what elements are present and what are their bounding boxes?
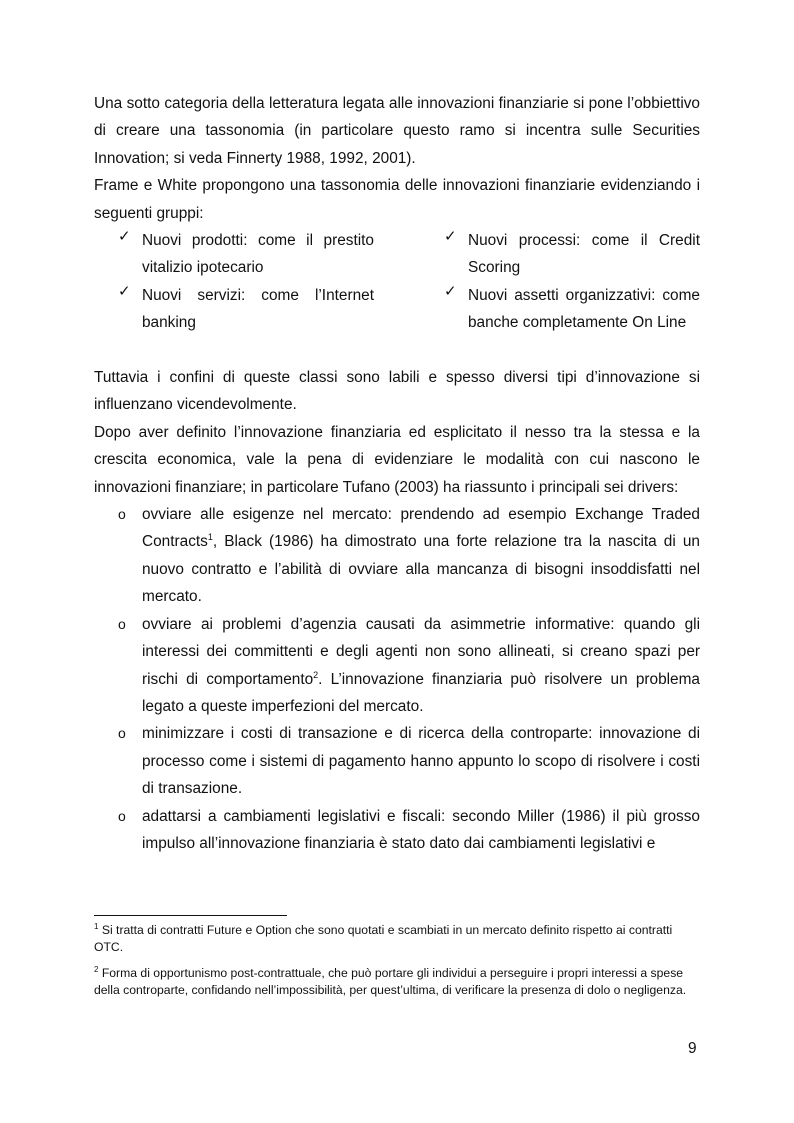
paragraph-frame-white: Frame e White propongono una tassonomia delle innovazioni finanziarie evidenziando i seguenti gruppi:	[94, 177, 700, 222]
paragraph-drivers-intro: Dopo aver definito l’innovazione finanziaria ed esplicitato il nesso tra la stessa e la crescita economica, vale la pena di evidenziare le modalità con cui nascono le innovazioni finanziare; in particolare Tufano (2003) ha riassunto i principali sei drivers:	[94, 423, 700, 496]
footnote-ref: 2	[313, 669, 319, 680]
page-number: 9	[688, 1040, 697, 1057]
footnote-1	[94, 922, 700, 956]
driver-text-cont: . L’innovazione finanziaria può risolvere un problema legato a queste imperfezioni del mercato.	[142, 670, 700, 715]
driver-text: minimizzare i costi di transazione e di ricerca della controparte: innovazione di processo come i sistemi di pagamento hanno appunto lo scopo di risolvere i costi di transazione.	[142, 725, 700, 798]
footnote-mark: 2	[94, 965, 99, 974]
circle-bullet-icon: o	[118, 506, 126, 523]
group-item: Nuovi assetti organizzativi: come banche completamente On Line	[468, 287, 700, 332]
list-item	[94, 803, 700, 858]
groups-checklist	[94, 227, 700, 364]
drivers-list	[94, 501, 700, 857]
group-item: Nuovi servizi: come l’Internet banking	[142, 287, 374, 332]
footnote-divider	[94, 915, 287, 916]
list-item	[94, 611, 700, 721]
list-item	[94, 501, 700, 611]
footnote-text: Si tratta di contratti Future e Option che sono quotati e scambiati in un mercato definito rispetto ai contratti OTC.	[94, 923, 673, 954]
check-icon: ✓	[118, 283, 131, 301]
paragraph-taxonomy: Una sotto categoria della letteratura legata alle innovazioni finanziarie si pone l’obbiettivo di creare una tassonomia (in particolare questo ramo si incentra sulle Securities Innovation; si veda Finnerty 1988, 1992, 2001).	[94, 95, 700, 167]
driver-text: ovviare alle esigenze nel mercato: prendendo ad esempio Exchange Traded Contracts	[142, 506, 700, 551]
group-item: Nuovi processi: come il Credit Scoring	[468, 232, 700, 277]
footnote-2	[94, 965, 700, 999]
circle-bullet-icon: o	[118, 807, 126, 824]
group-item: Nuovi prodotti: come il prestito vitalizio ipotecario	[142, 232, 374, 277]
page-body	[94, 90, 700, 857]
driver-text: ovviare ai problemi d’agenzia causati da asimmetrie informative: quando gli interessi dei committenti e degli agenti non sono allineati, si creano spazi per rischi di comportamento	[142, 615, 700, 688]
footnote-text: Forma di opportunismo post-contrattuale, che può portare gli individui a perseguire i propri interessi a spese della controparte, confidando nell’impossibilità, per quest’ultima, di verificare la presenza di dolo o negligenza.	[94, 966, 687, 997]
footnote-mark: 1	[94, 922, 99, 931]
circle-bullet-icon: o	[118, 615, 126, 632]
check-icon: ✓	[444, 283, 457, 301]
list-item	[94, 720, 700, 802]
footnotes	[94, 922, 700, 1008]
driver-text-cont: , Black (1986) ha dimostrato una forte relazione tra la nascita di un nuovo contratto e l’abilità di ovviare alla mancanza di bisogni insoddisfatti nel mercato.	[142, 533, 700, 606]
driver-text: adattarsi a cambiamenti legislativi e fiscali: secondo Miller (1986) il più grosso impulso all’innovazione finanziaria è stato dato dai cambiamenti legislativi e	[142, 807, 700, 852]
paragraph-confini: Tuttavia i confini di queste classi sono labili e spesso diversi tipi d’innovazione si influenzano vicendevolmente.	[94, 369, 700, 414]
check-icon: ✓	[444, 228, 457, 246]
circle-bullet-icon: o	[118, 725, 126, 742]
footnote-ref: 1	[207, 532, 213, 543]
check-icon: ✓	[118, 228, 131, 246]
